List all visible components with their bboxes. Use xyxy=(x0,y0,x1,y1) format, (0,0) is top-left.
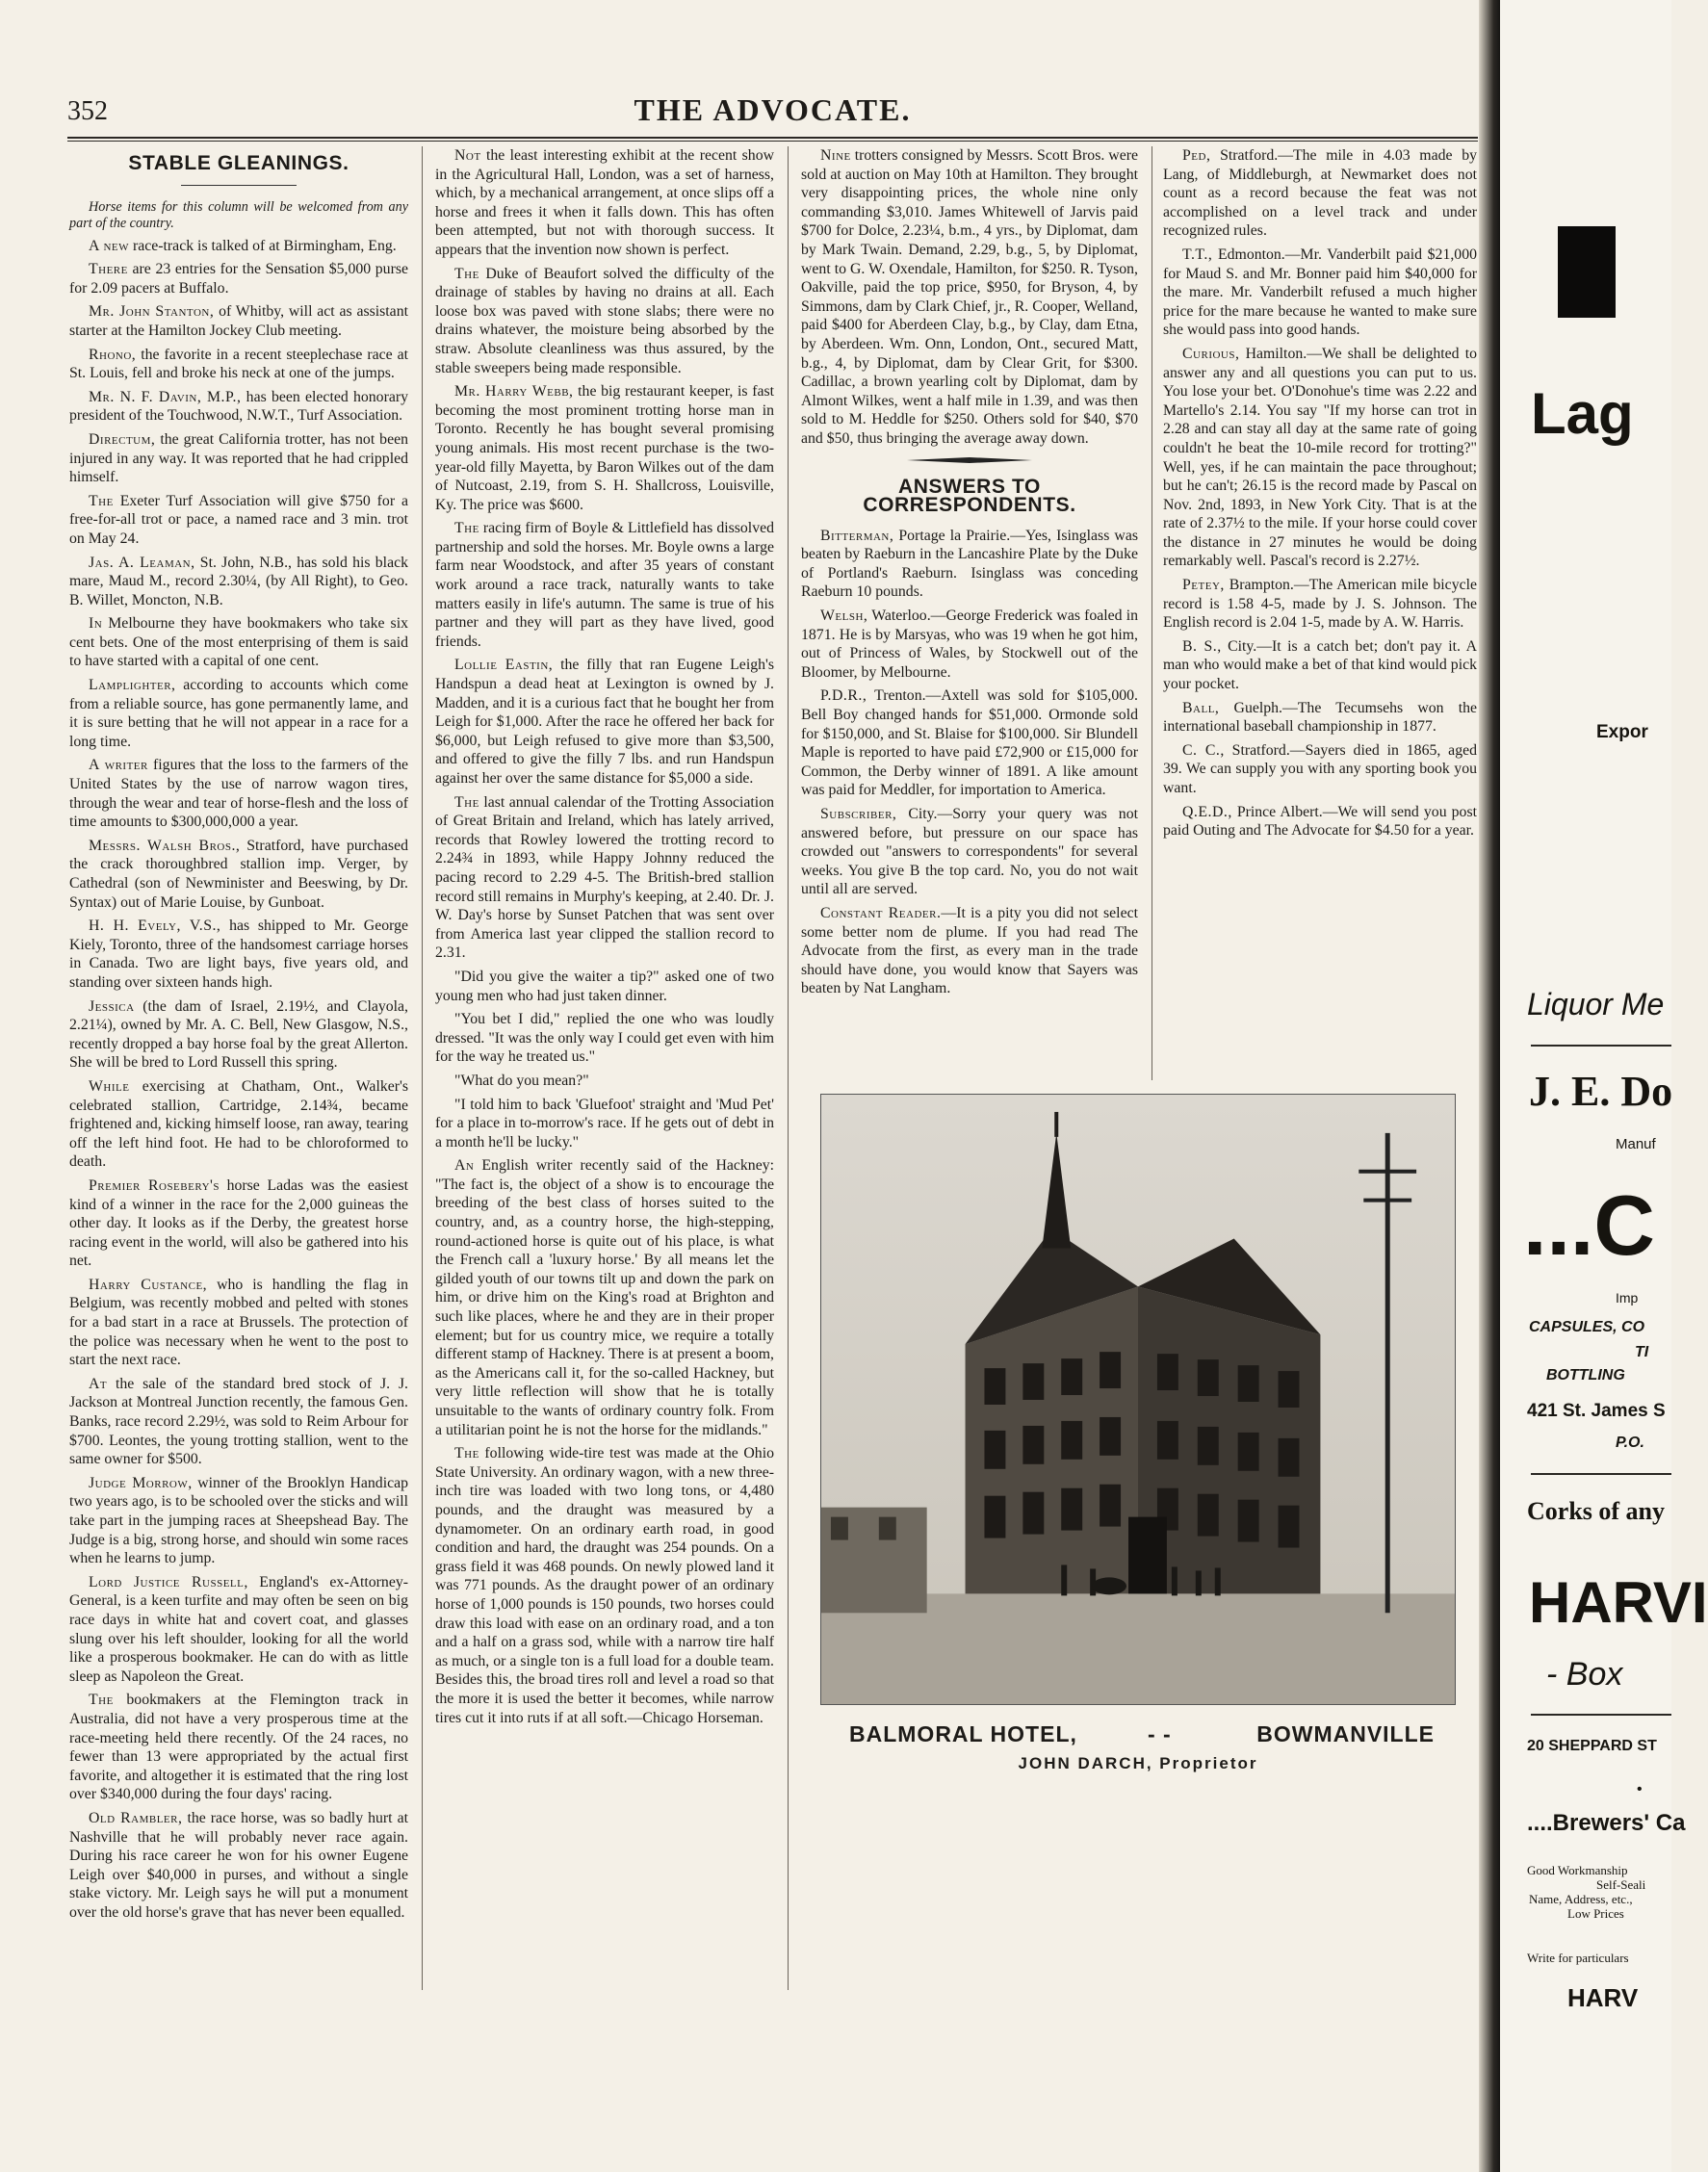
paragraph-text: trotters consigned by Messrs. Scott Bros. were sold at auction on May 10th at Hamilton. They brought very disappointing prices, the whole nine only commanding $3,010. James Whitewell of Jarvis paid $700 for Dolce, 2.23¼, b.m., 4 yrs., by Diplomat, dam by Mark Twain. Demand, 2.29, b.g., 5, by Diplomat, went to G. W. Oxendale, Hamilton, for $250. R. Tyson, Oakville, paid the top price, $950, for Bryson, 4, by Simmons, dam by Clark Chief, jr., R. Cooper, Welland, paid $400 for Aberdeen Clay, b.g., by Clay, dam Etna, by Aberdeen. Wm. Onn, London, Ont., secured Matt, b.g., 4, by Diplomat, dam by Clear Grit, for $300. Cadillac, a brown yearling colt by Diplomat, dam by Almont Wilkes, went a half mile in 1.39, and was then sold to M. Heddle for $250. Others sold for $40, $70 and $50, thus bringing the average away down. xyxy=(801,147,1138,447)
article-paragraph xyxy=(801,607,1138,682)
article-paragraph xyxy=(435,382,774,514)
paragraph-text: of Whitby, will act as assistant starter at the Hamilton Jockey Club meeting. xyxy=(69,303,408,339)
article-paragraph xyxy=(1163,741,1477,798)
article-paragraph xyxy=(1163,803,1477,840)
paragraph-lead: Mr. N. F. Davin, M.P., xyxy=(89,388,242,405)
article-paragraph xyxy=(69,1474,408,1568)
hotel-photograph xyxy=(820,1094,1456,1705)
page-number: 352 xyxy=(67,96,108,126)
ad-ti: TI xyxy=(1635,1344,1649,1360)
ad-imp: Imp xyxy=(1616,1290,1639,1306)
article-paragraph xyxy=(801,805,1138,899)
ad-st-james: 421 St. James S xyxy=(1527,1401,1666,1421)
paragraph-lead: Old Rambler, xyxy=(89,1809,183,1826)
paragraph-text: the favorite in a recent steeplechase race at St. Louis, fell and broke his neck at one of the jumps. xyxy=(69,346,408,382)
paragraph-text: Stratford, have purchased the crack thoroughbred stallion imp. Verger, by Cathedral (son of Newminister and Beeswing, by Dr. Syntax) out of Marie Louise, by Gunboat. xyxy=(69,837,408,911)
paragraph-text: Edmonton.—Mr. Vanderbilt paid $21,000 for Maud S. and Mr. Bonner paid him $40,000 for the mare. Mr. Vanderbilt refused a much higher price for the mare because he wanted to make sure she would pass into good hands. xyxy=(1163,246,1477,339)
article-paragraph xyxy=(69,237,408,256)
paragraph-text: Guelph.—The Tecumsehs won the international baseball championship in 1877. xyxy=(1163,699,1477,736)
paragraph-text: exercising at Chatham, Ont., Walker's celebrated stallion, Cartridge, 2.14¾, became frightened and, kicking himself loose, ran away, tearing off the left hind foot. He had to be chloroformed to death. xyxy=(69,1077,408,1171)
paragraph-text: City.—It is a catch bet; don't pay it. A man who would make a bet of that kind would pick your pocket. xyxy=(1163,637,1477,693)
ad-write-for: Write for particulars xyxy=(1527,1951,1629,1965)
paragraph-text: who is handling the flag in Belgium, was recently mobbed and pelted with stones for a bad start in a race at Brussels. The protection of the police was necessary when he went to the post to start the next race. xyxy=(69,1276,408,1369)
paragraph-lead: Premier Rosebery's xyxy=(89,1176,220,1194)
ad-name-address: Name, Address, etc., xyxy=(1529,1892,1633,1906)
column-3 xyxy=(801,146,1138,1075)
paragraph-lead: While xyxy=(89,1077,130,1095)
article-paragraph xyxy=(69,1809,408,1923)
article-paragraph xyxy=(69,1077,408,1172)
paragraph-lead: The xyxy=(454,793,479,811)
ad-divider xyxy=(1531,1045,1671,1047)
ad-brewers: ....Brewers' Ca xyxy=(1527,1810,1686,1836)
article-paragraph xyxy=(69,346,408,383)
article-paragraph xyxy=(435,265,774,378)
paragraph-lead: The xyxy=(454,520,479,537)
paragraph-lead: Constant Reader. xyxy=(820,904,942,921)
heading-rule xyxy=(181,185,297,186)
paragraph-lead: Ped, xyxy=(1182,147,1211,164)
ad-divider xyxy=(1531,1473,1671,1475)
article-paragraph xyxy=(69,302,408,340)
paragraph-lead: The xyxy=(89,1692,114,1709)
paragraph-lead: C. C., xyxy=(1182,741,1225,759)
paragraph-lead: Not xyxy=(454,147,481,164)
article-paragraph xyxy=(69,614,408,671)
article-paragraph xyxy=(69,554,408,610)
ad-lag: Lag xyxy=(1531,381,1634,446)
paragraph-text: Exeter Turf Association will give $750 for a free-for-all trot or pace, a named race and 3 min. trot on May 24. xyxy=(69,492,408,547)
caption-town: BOWMANVILLE xyxy=(1256,1721,1435,1746)
article-paragraph xyxy=(69,1276,408,1370)
article-paragraph xyxy=(435,1072,774,1091)
article-paragraph xyxy=(1163,576,1477,633)
paragraph-lead: H. H. Evely, V.S., xyxy=(89,918,221,935)
paragraph-text: Prince Albert.—We will send you post paid Outing and The Advocate for $4.50 for a year. xyxy=(1163,803,1477,840)
ad-box: - Box xyxy=(1546,1656,1623,1693)
paragraph-text: "Did you give the waiter a tip?" asked one of two young men who had just taken dinner. xyxy=(435,968,774,1004)
paragraph-text: the sale of the standard bred stock of J. J. Jackson at Montreal Junction recently, the famous Gen. Banks, race record 2.29½, was sold to Reim Arbour for $700. Leontes, the young trotting stallion, went to the same owner for $500. xyxy=(69,1375,408,1468)
paragraph-text: City.—Sorry your query was not answered before, but pressure on our space has crowded out "answers to correspondents" for several weeks. You give B the top card. No, you do not wait until all are served. xyxy=(801,806,1138,898)
paragraph-lead: T.T., xyxy=(1182,246,1213,263)
page-header xyxy=(67,92,1478,137)
article-paragraph xyxy=(435,146,774,260)
column-divider xyxy=(422,146,423,1990)
ad-sheppard: 20 SHEPPARD ST xyxy=(1527,1738,1657,1754)
article-paragraph xyxy=(435,1156,774,1439)
paragraph-text: Stratford.—The mile in 4.03 made by Lang, of Middleburgh, at Newmarket does not count as a record because the feat was not accomplished on a level track and under recognized rules. xyxy=(1163,147,1477,240)
paragraph-lead: Jessica xyxy=(89,997,135,1015)
ad-good-work: Good Workmanship xyxy=(1527,1863,1628,1877)
paragraph-lead: Rhono, xyxy=(89,346,137,363)
paragraph-text: Stratford.—Sayers died in 1865, aged 39. We can supply you with any sporting book you want. xyxy=(1163,741,1478,796)
paragraph-text: Trenton.—Axtell was sold for $105,000. Bell Boy changed hands for $51,000. Ormonde sold for $150,000, and St. Blaise for $100,000. Sir Blundell Maple is reported to have paid £72,900 or £15,000 for Common, the Derby winner of 1891. A like amount was paid for Meddler, for importation to America. xyxy=(801,687,1138,799)
paragraph-text: has been elected honorary president of the Touchwood, N.W.T., Turf Association. xyxy=(69,388,408,425)
caption-hotel-name: BALMORAL HOTEL, xyxy=(849,1721,1077,1746)
ad-expor: Expor xyxy=(1596,722,1648,742)
paragraph-text: bookmakers at the Flemington track in Australia, did not have a very prosperous time at the race-meeting held there recently. Of the 24 races, no fewer than 13 were appropriated by the actual first favorite, and altogether it is estimated that the ring lost over $340,000 during the four days' racing. xyxy=(69,1692,408,1803)
section-note: Horse items for this column will be welcomed from any part of the country. xyxy=(69,198,408,231)
article-paragraph xyxy=(69,260,408,297)
paragraph-lead: Nine xyxy=(820,147,851,164)
paragraph-text: racing firm of Boyle & Littlefield has dissolved partnership and sold the horses. Mr. Boyle owns a large farm near Woodstock, and after 35 years of constant work around a race track, naturally wants to take matters easily in life's autumn. The same is true of his partner and they will part as they have lived, good friends. xyxy=(435,520,774,650)
article-paragraph xyxy=(69,388,408,426)
paragraph-text: last annual calendar of the Trotting Association of Great Britain and Ireland, which has lately arrived, records that Rowley lowered the trotting record to 2.24¾ in 1893, while Happy Johnny reduced the pacing record to 2.29 4-5. The British-bred stallion record still remains in Murphy's keeping, at 2.40. Dr. J. W. Day's horse by Sunset Patchen that was sent over from America last year clipped the stallion record to 2.31. xyxy=(435,793,774,962)
ad-bottling: BOTTLING xyxy=(1546,1367,1625,1383)
ad-harv: HARV xyxy=(1567,1983,1639,2012)
article-paragraph xyxy=(69,1573,408,1687)
paragraph-lead: B. S., xyxy=(1182,637,1222,655)
paragraph-lead: Judge Morrow, xyxy=(89,1474,193,1491)
column-2 xyxy=(435,146,774,1990)
article-paragraph xyxy=(1163,637,1477,694)
section-ornament xyxy=(801,456,1138,464)
article-paragraph xyxy=(801,904,1138,998)
column-1 xyxy=(69,146,408,1990)
paragraph-text: the race horse, was so badly hurt at Nashville that he will probably never race again. During his race career he won for his owner Eugene Leigh over $40,000 in purses, and without a single stake victory. Mr. Leigh says he will put a monument over the old horse's grave that has never been equalled. xyxy=(69,1809,408,1921)
article-paragraph xyxy=(69,430,408,487)
paragraph-lead: Welsh, xyxy=(820,608,868,625)
article-paragraph xyxy=(1163,699,1477,737)
article-paragraph xyxy=(69,756,408,831)
paragraph-text: according to accounts which come from a reliable source, has gone permanently lame, and it is sure betting that he will not appear in a race for a long time. xyxy=(69,677,408,750)
paragraph-text: race-track is talked of at Birmingham, Eng. xyxy=(129,237,397,254)
paragraph-text: "I told him to back 'Gluefoot' straight and 'Mud Pet' for a place in to-morrow's race. If he gets out of debt in a month he'll be lucky." xyxy=(435,1096,774,1151)
ad-corks: Corks of any xyxy=(1527,1497,1666,1525)
facing-page-advertisements xyxy=(1500,0,1708,2172)
article-paragraph xyxy=(69,997,408,1073)
paragraph-lead: At xyxy=(89,1375,108,1392)
hotel-illustration xyxy=(821,1095,1455,1704)
section-heading-answers: ANSWERS TO CORRESPONDENTS. xyxy=(863,475,1076,517)
ad-divider xyxy=(1531,1714,1671,1716)
ad-bullet: • xyxy=(1637,1781,1643,1797)
header-rule xyxy=(67,137,1478,139)
paragraph-text: horse Ladas was the easiest kind of a winner in the race for the 2,000 guineas the other day. It looks as if the Derby, the greatest horse racing event in the world, will also be gathered into his net. xyxy=(69,1176,408,1270)
paragraph-text: Melbourne they have bookmakers who take six cent bets. One of the most enterprising of them is said to have started with a capital of one cent. xyxy=(69,615,408,670)
article-paragraph xyxy=(435,968,774,1005)
paragraph-lead: There xyxy=(89,261,128,278)
paragraph-text: Hamilton.—We shall be delighted to answer any and all questions you can put to us. You lose your bet. O'Donohue's time was 2.22 and Martello's 2.14. You say "If my horse can trot in 2.28 and can stay all day at the same rate of going couldn't he beat the 10-mile record for trotting?" Well, yes, if he can maintain the pace throughout; but he can't; 26.15 is the record made by Pascal on Nov. 2nd, 1893, in New York City. That is at the rate of 2.37½ to the mile. If your horse could cover the distance in 27 minutes he would be doing remarkably well. Pascal's record is 2.27½. xyxy=(1163,345,1477,570)
paragraph-text: figures that the loss to the farmers of the United States by the use of narrow wagon tires, through the wear and tear of horse-flesh and the loss of time amounts to $300,000,000 a year. xyxy=(69,757,408,831)
paragraph-lead: Jas. A. Leaman, xyxy=(89,554,195,571)
ad-je-do: J. E. Do xyxy=(1529,1068,1673,1115)
paragraph-text: "What do you mean?" xyxy=(454,1072,589,1089)
paragraph-lead: The xyxy=(454,1445,479,1462)
paragraph-text: —It is a pity you did not select some better nom de plume. If you had read The Advocate from the first, as every man in the trade should have done, you would know that Sayers was beaten by Nat Langham. xyxy=(801,904,1138,997)
article-paragraph xyxy=(435,1010,774,1067)
ad-black-block xyxy=(1558,226,1616,318)
paragraph-lead: P.D.R., xyxy=(820,687,867,705)
header-rule-thin xyxy=(67,141,1478,142)
ad-manuf: Manuf xyxy=(1616,1136,1656,1152)
figure-caption-proprietor: JOHN DARCH, Proprietor xyxy=(1018,1754,1258,1772)
article-paragraph xyxy=(435,519,774,651)
ad-capsules: CAPSULES, CO xyxy=(1529,1319,1645,1335)
article-paragraph xyxy=(69,917,408,992)
paragraph-text: Brampton.—The American mile bicycle record is 1.58 4-5, made by J. S. Johnson. The English record is 2.04 1-5, made by A. W. Harris. xyxy=(1163,577,1477,632)
paragraph-lead: Bitterman, xyxy=(820,527,894,544)
paragraph-text: winner of the Brooklyn Handicap two years ago, is to be schooled over the sticks and will take part in the jumping races at Sheepshead Bay. The Judge is a big, strong horse, and should win some races when he learns to jump. xyxy=(69,1474,408,1567)
paragraph-lead: Mr. Harry Webb, xyxy=(454,383,574,401)
article-paragraph xyxy=(69,1176,408,1271)
article-paragraph xyxy=(1163,246,1477,340)
ad-harvi: HARVI xyxy=(1529,1570,1708,1635)
paragraph-text: are 23 entries for the Sensation $5,000 purse for 2.09 pacers at Buffalo. xyxy=(69,261,408,297)
article-paragraph xyxy=(801,686,1138,800)
paragraph-lead: Lord Justice Russell, xyxy=(89,1573,248,1590)
paragraph-lead: The xyxy=(89,492,114,509)
paragraph-text: Waterloo.—George Frederick was foaled in 1871. He is by Marsyas, who was 19 when he got him, out of Princess of Wales, by Stockwell out of the Bloomer, by Melbourne. xyxy=(801,608,1138,681)
article-paragraph xyxy=(435,1096,774,1152)
caption-separator: - - xyxy=(1148,1721,1172,1746)
paragraph-lead: Harry Custance, xyxy=(89,1276,208,1293)
article-paragraph xyxy=(69,676,408,751)
paragraph-lead: Curious, xyxy=(1182,345,1240,362)
article-paragraph xyxy=(801,527,1138,602)
column-divider xyxy=(788,146,789,1990)
article-columns xyxy=(69,146,1477,1990)
paragraph-lead: Lamplighter, xyxy=(89,677,176,694)
paragraph-text: (the dam of Israel, 2.19½, and Clayola, 2.21¼), owned by Mr. A. C. Bell, New Glasgow, N.S., recently dropped a bay horse foal by the great Allerton. She will be bred to Lord Russell this spring. xyxy=(69,997,408,1072)
paragraph-lead: In xyxy=(89,615,103,633)
paragraph-lead: Mr. John Stanton, xyxy=(89,303,215,321)
paragraph-lead: Subscriber, xyxy=(820,806,897,822)
ad-big-c: ...C xyxy=(1523,1177,1655,1273)
paragraph-text: English writer recently said of the Hackney: "The fact is, the object of a show is to encourage the breeding of the best class of horses suited to the country, and, as a country horse, the high-stepping, round-actioned horse is quite out of his place, is what the French call a 'luxury horse.' By all means let the gilded youth of our towns tilt up and down the park on him, or drive him on the King's road at Brighton and such like places, where he and they are in their proper element; but for us country mice, we require a totally different stamp of Hackney. There is at present a boom, as the Americans call it, for the so-called Hackney, but very little reflection will show that he is totally unsuitable to the wants of ordinary country folk. From a utilitarian point he is not the horse for the midlands." xyxy=(435,1157,774,1438)
ad-po: P.O. xyxy=(1616,1435,1644,1451)
paragraph-text: following wide-tire test was made at the Ohio State University. An ordinary wagon, with a new three-inch tire was loaded with two long tons, or 4,480 pounds, and the draught was measured by a dynamometer. On an ordinary earth road, in good condition and hard, the draught was 254 pounds. On a grass field it was 468 pounds. On newly plowed land it was 771 pounds. As the draught power of an ordinary horse of 1,000 pounds is 150 pounds, two horses could draw this load with ease on an ordinary road, and a ton and a half on a grass sod, while with a narrow tire half as much, or a single ton is a full load for a double team. Besides this, the broad tires roll and level a road so that the more it is used the better it becomes, while narrow tires cut it into ruts if at all soft.—Chicago Horseman. xyxy=(435,1445,774,1726)
article-paragraph xyxy=(69,837,408,912)
paragraph-text: the big restaurant keeper, is fast becoming the most prominent trotting horse man in Toronto. Recently he has bought several promising young animals. His most recent purchase is the two-year-old filly Mayetta, by Baron Wilkes out of the dam of Nutcoast, 2.19, from S. H. Shallcross, Louisville, Ky. The price was $600. xyxy=(435,383,774,513)
paragraph-text: has shipped to Mr. George Kiely, Toronto, three of the handsomest carriage horses in Canada. Two are light bays, five years old, and standing over sixteen hands high. xyxy=(69,918,408,991)
paragraph-text: the filly that ran Eugene Leigh's Handspun a dead heat at Lexington is owned by J. Madden, and it is a curious fact that he bought her from Leigh for $1,000. After the race he offered her back for $6,000, but Leigh refused to give more than $3,500, and offered to give the filly 7 lbs. and run Handspun against her over the same distance for $5,000 a side. xyxy=(435,657,774,787)
paragraph-lead: Directum, xyxy=(89,430,156,448)
paragraph-lead: Q.E.D., xyxy=(1182,803,1232,820)
paragraph-lead: The xyxy=(454,265,479,282)
paragraph-text: Portage la Prairie.—Yes, Isinglass was beaten by Raeburn in the Lancashire Plate by the Duke of Portland's Raeburn. Isinglass was conceding Raeburn 10 pounds. xyxy=(801,527,1138,601)
article-paragraph xyxy=(1163,146,1477,241)
paragraph-lead: An xyxy=(454,1157,475,1175)
paragraph-text: "You bet I did," replied the one who was loudly dressed. "It was the only way I could get even with him for the way he treated us." xyxy=(435,1011,774,1066)
article-paragraph xyxy=(69,492,408,549)
paragraph-text: Duke of Beaufort solved the difficulty of the drainage of stables by having no drains at all. Each loose box was paved with stone slabs; there were no drains whatever, the moisture being absorbed by the straw. Absolute cleanliness was thus assured, by the stable sweepers being made responsible. xyxy=(435,265,774,376)
paragraph-lead: Lollie Eastin, xyxy=(454,657,554,674)
section-heading-stable-gleanings: STABLE GLEANINGS. xyxy=(128,152,349,174)
paragraph-lead: Messrs. Walsh Bros., xyxy=(89,837,241,854)
ad-self-seal: Self-Seali xyxy=(1596,1877,1646,1892)
paragraph-text: the least interesting exhibit at the recent show in the Agricultural Hall, London, was a set of harness, which, by a mechanical arrangement, at once slips off a horse and frees it when it falls down. This has often been attempted, but not with thorough success. It appears that the invention now shown is perfect. xyxy=(435,147,774,258)
article-paragraph xyxy=(435,793,774,963)
paragraph-lead: Ball, xyxy=(1182,699,1220,716)
ad-low-prices: Low Prices xyxy=(1567,1906,1624,1921)
article-paragraph xyxy=(801,146,1138,449)
column-4 xyxy=(1163,146,1477,1075)
paragraph-lead: Petey, xyxy=(1182,577,1225,594)
paragraph-lead: A writer xyxy=(89,757,148,774)
paragraph-lead: A new xyxy=(89,237,130,254)
paragraph-text: the great California trotter, has not been injured in any way. It was reported that he had crippled himself. xyxy=(69,430,408,486)
article-paragraph xyxy=(69,1375,408,1469)
article-paragraph xyxy=(435,656,774,788)
newspaper-title: THE ADVOCATE. xyxy=(634,92,912,127)
paragraph-text: St. John, N.B., has sold his black mare, Maud M., record 2.30¼, (by All Right), to Geo. B. Willet, Moncton, N.B. xyxy=(69,554,408,608)
article-paragraph xyxy=(435,1444,774,1727)
article-paragraph xyxy=(1163,345,1477,571)
paragraph-text: England's ex-Attorney-General, is a keen turfite and may often be seen on big race days in white hat and covert coat, and glasses slung over his left shoulder, looking for all the world like a prosperous bookmaker. He can do with as little sleep as Napoleon the Great. xyxy=(69,1573,408,1685)
article-paragraph xyxy=(69,1691,408,1804)
ad-liquor: Liquor Me xyxy=(1527,987,1665,1021)
